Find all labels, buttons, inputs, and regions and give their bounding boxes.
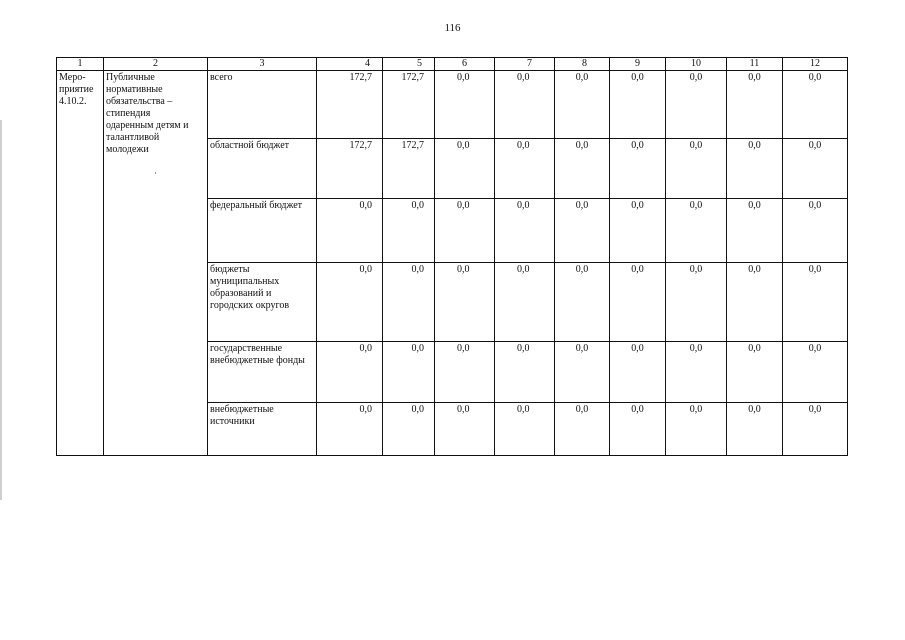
value-cell: 0,0 xyxy=(727,342,783,403)
budget-table xyxy=(56,57,848,456)
measure-code-line: Меро- xyxy=(59,72,86,83)
value-cell: 0,0 xyxy=(666,263,727,342)
column-number: 9 xyxy=(610,58,666,71)
value-cell: 0,0 xyxy=(783,139,848,199)
column-number: 5 xyxy=(383,58,435,71)
value-cell: 0,0 xyxy=(727,199,783,263)
measure-name-line: обязательства – xyxy=(106,96,173,107)
column-number: 10 xyxy=(666,58,727,71)
value-cell: 0,0 xyxy=(495,263,555,342)
value-cell: 0,0 xyxy=(495,71,555,139)
value-cell: 0,0 xyxy=(383,403,435,456)
column-number: 2 xyxy=(104,58,208,71)
value-cell: 0,0 xyxy=(435,139,495,199)
value-cell: 0,0 xyxy=(783,71,848,139)
column-number: 4 xyxy=(317,58,383,71)
page-number: 116 xyxy=(444,22,461,34)
value-cell: 0,0 xyxy=(555,263,610,342)
value-cell: 0,0 xyxy=(435,199,495,263)
measure-code xyxy=(57,71,104,456)
value-cell: 0,0 xyxy=(495,342,555,403)
funding-source: государственные внебюджетные фонды xyxy=(208,342,317,403)
measure-name-line: нормативные xyxy=(106,84,163,95)
measure-name-line: молодежи xyxy=(106,144,149,155)
value-cell: 0,0 xyxy=(610,199,666,263)
column-number: 7 xyxy=(495,58,555,71)
measure-name-line: талантливой xyxy=(106,132,160,143)
funding-source: областной бюджет xyxy=(208,139,317,199)
value-cell: 0,0 xyxy=(666,342,727,403)
value-cell: 0,0 xyxy=(495,403,555,456)
column-number: 12 xyxy=(783,58,848,71)
value-cell: 0,0 xyxy=(383,342,435,403)
column-number-row xyxy=(57,58,848,71)
value-cell: 0,0 xyxy=(383,199,435,263)
value-cell: 0,0 xyxy=(610,139,666,199)
column-number: 11 xyxy=(727,58,783,71)
value-cell: 0,0 xyxy=(435,342,495,403)
value-cell: 0,0 xyxy=(555,342,610,403)
value-cell: 0,0 xyxy=(783,403,848,456)
value-cell: 0,0 xyxy=(610,263,666,342)
measure-code-line: 4.10.2. xyxy=(59,96,87,107)
column-number: 6 xyxy=(435,58,495,71)
value-cell: 0,0 xyxy=(317,403,383,456)
value-cell: 0,0 xyxy=(666,403,727,456)
column-number: 8 xyxy=(555,58,610,71)
measure-code-line: приятие xyxy=(59,84,94,95)
value-cell: 0,0 xyxy=(727,263,783,342)
value-cell: 0,0 xyxy=(495,199,555,263)
value-cell: 0,0 xyxy=(666,139,727,199)
value-cell: 0,0 xyxy=(383,263,435,342)
measure-name-line: стипендия xyxy=(106,108,151,119)
value-cell: 0,0 xyxy=(555,199,610,263)
measure-name-line: Публичные xyxy=(106,72,155,83)
value-cell: 0,0 xyxy=(435,263,495,342)
value-cell: 0,0 xyxy=(435,71,495,139)
value-cell: 0,0 xyxy=(783,342,848,403)
value-cell: 0,0 xyxy=(666,199,727,263)
column-number: 1 xyxy=(57,58,104,71)
funding-source: бюджеты муниципальных образований и городских округов xyxy=(208,263,317,342)
value-cell: 0,0 xyxy=(555,139,610,199)
funding-source: внебюджетные источники xyxy=(208,403,317,456)
value-cell: 0,0 xyxy=(610,403,666,456)
value-cell: 172,7 xyxy=(383,71,435,139)
value-cell: 0,0 xyxy=(610,342,666,403)
value-cell: 0,0 xyxy=(317,342,383,403)
funding-source: всего xyxy=(208,71,317,139)
value-cell: 0,0 xyxy=(317,199,383,263)
column-number: 3 xyxy=(208,58,317,71)
value-cell: 172,7 xyxy=(383,139,435,199)
value-cell: 0,0 xyxy=(727,403,783,456)
value-cell: 0,0 xyxy=(727,139,783,199)
funding-source: федеральный бюджет xyxy=(208,199,317,263)
measure-name-line: одаренным детям и xyxy=(106,120,189,131)
value-cell: 0,0 xyxy=(435,403,495,456)
value-cell: 172,7 xyxy=(317,71,383,139)
measure-name xyxy=(104,71,208,456)
value-cell: 0,0 xyxy=(317,263,383,342)
value-cell: 0,0 xyxy=(555,403,610,456)
value-cell: 0,0 xyxy=(610,71,666,139)
value-cell: 0,0 xyxy=(495,139,555,199)
value-cell: 0,0 xyxy=(783,263,848,342)
value-cell: 0,0 xyxy=(727,71,783,139)
value-cell: 0,0 xyxy=(555,71,610,139)
table-row xyxy=(57,71,848,139)
value-cell: 0,0 xyxy=(666,71,727,139)
value-cell: 172,7 xyxy=(317,139,383,199)
value-cell: 0,0 xyxy=(783,199,848,263)
scan-edge-shadow xyxy=(0,120,2,500)
